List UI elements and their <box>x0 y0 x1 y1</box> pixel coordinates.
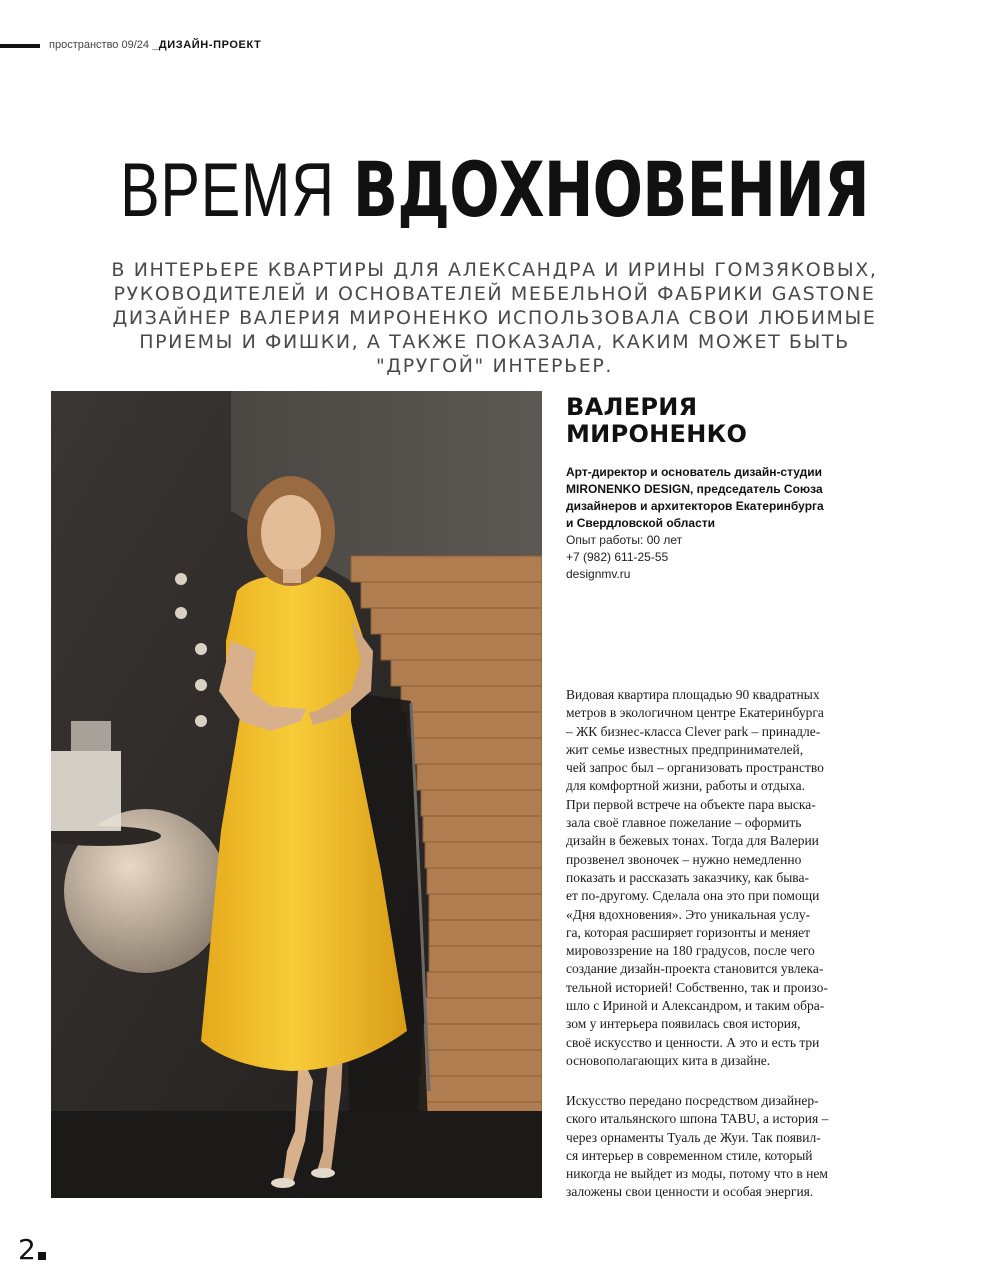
body-paragraph-1 <box>566 686 896 1070</box>
page-number: 2 <box>18 1233 36 1266</box>
body-line: зом у интерьера появилась своя история, <box>566 1016 801 1032</box>
body-line: зала своё главное пожелание – оформить <box>566 815 802 831</box>
page-number-dot <box>38 1252 46 1260</box>
phone-text: +7 (982) 611-25-55 <box>566 550 669 564</box>
designer-role <box>566 464 926 532</box>
body-paragraph-2 <box>566 1092 896 1202</box>
body-line: своё искусство и ценности. А это и есть три <box>566 1034 820 1050</box>
body-line: ского итальянского шпона TABU, а история – <box>566 1111 829 1127</box>
body-line: Искусство передано посредством дизайнер- <box>566 1093 819 1108</box>
designer-last-name: МИРОНЕНКО <box>566 420 748 448</box>
role-line: дизайнеров и архитекторов Екатеринбурга <box>566 499 824 513</box>
section-name: _ДИЗАЙН-ПРОЕКТ <box>152 39 262 51</box>
body-line: жит семье известных предпринимателей, <box>566 741 804 757</box>
role-line: и Свердловской области <box>566 516 716 530</box>
body-line: основополагающих кита в дизайне. <box>566 1052 771 1068</box>
body-line: ся интерьер в современном стиле, который <box>566 1147 813 1163</box>
body-line: При первой встрече на объекте пара выска- <box>566 796 816 812</box>
body-line: метров в экологичном центре Екатеринбурга <box>566 705 824 721</box>
body-line: чей запрос был – организовать пространство <box>566 760 824 776</box>
designer-name <box>566 394 747 448</box>
lede-line: ДИЗАЙНЕР ВАЛЕРИЯ МИРОНЕНКО ИСПОЛЬЗОВАЛА СВОИ ЛЮБИМЫЕ <box>112 307 877 329</box>
body-line: Видовая квартира площадью 90 квадратных <box>566 687 820 702</box>
article-lede <box>80 258 909 378</box>
designer-photo <box>51 391 542 1198</box>
article-title <box>109 142 880 239</box>
body-line: мировоззрение на 180 градусов, после чего <box>566 943 815 959</box>
designer-first-name: ВАЛЕРИЯ <box>566 393 698 421</box>
lede-line: ПРИЕМЫ И ФИШКИ, А ТАКЖЕ ПОКАЗАЛА, КАКИМ МОЖЕТ БЫТЬ <box>139 331 850 353</box>
header-text <box>49 38 261 52</box>
body-line: создание дизайн-проекта становится увлека- <box>566 961 824 977</box>
body-line: тельной историей! Собственно, так и произо- <box>566 979 828 995</box>
body-line: га, которая расширяет горизонты и меняет <box>566 924 811 940</box>
page-header <box>0 36 989 56</box>
title-bold-word: ВДОХНОВЕНИЯ <box>352 145 869 234</box>
body-line: – ЖК бизнес-класса Clever park – принадле- <box>566 723 821 739</box>
body-line: показать и рассказать заказчику, как быва- <box>566 869 809 885</box>
role-line: MIRONENKO DESIGN, председатель Союза <box>566 482 823 496</box>
magazine-issue: пространство 09/24 <box>49 39 149 51</box>
body-line: шло с Ириной и Александром, и таким обра- <box>566 998 825 1014</box>
lede-line: В ИНТЕРЬЕРЕ КВАРТИРЫ ДЛЯ АЛЕКСАНДРА И ИРИНЫ ГОМЗЯКОВЫХ, <box>111 259 878 281</box>
body-line: никогда не выйдет из моды, потому что в нем <box>566 1166 828 1182</box>
lede-line: РУКОВОДИТЕЛЕЙ И ОСНОВАТЕЛЕЙ МЕБЕЛЬНОЙ ФАБРИКИ GASTONE <box>113 283 876 305</box>
body-line: ет по-другому. Сделала она это при помощи <box>566 888 820 904</box>
website-link[interactable]: designmv.ru <box>566 567 631 581</box>
body-line: для комфортной жизни, работы и отдыха. <box>566 778 806 794</box>
header-rule <box>0 44 40 48</box>
experience-text: Опыт работы: 00 лет <box>566 533 683 547</box>
body-line: заложены свои ценности и особая энергия. <box>566 1184 814 1200</box>
body-line: через орнаменты Туаль де Жуи. Так появил- <box>566 1129 821 1145</box>
body-line: прозвенел звоночек – нужно немедленно <box>566 851 802 867</box>
body-line: «Дня вдохновения». Это уникальная услу- <box>566 906 811 922</box>
role-line: Арт-директор и основатель дизайн-студии <box>566 465 823 479</box>
designer-contacts <box>566 532 682 583</box>
lede-line: "ДРУГОЙ" ИНТЕРЬЕР. <box>375 355 614 377</box>
title-light-word: ВРЕМЯ <box>120 148 335 233</box>
body-line: дизайн в бежевых тонах. Тогда для Валерии <box>566 833 819 849</box>
